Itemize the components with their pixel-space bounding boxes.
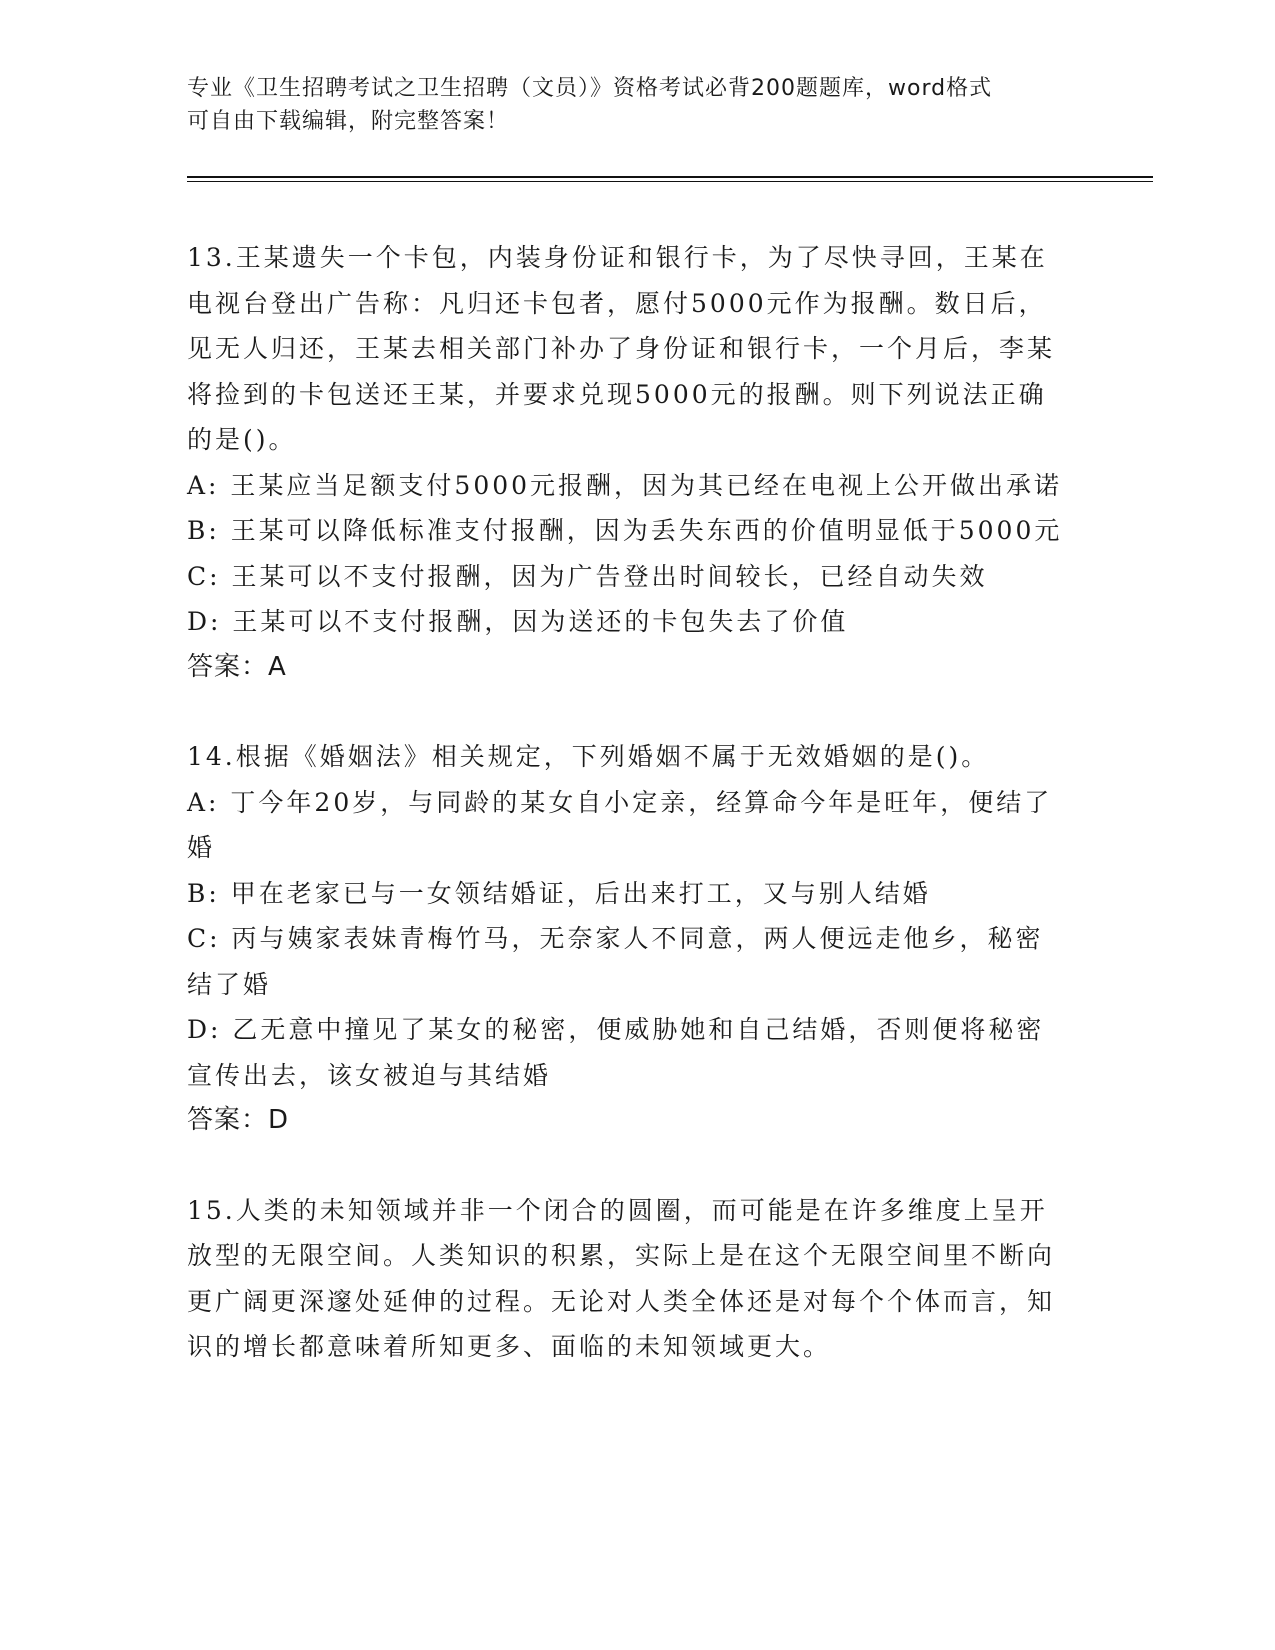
question-stem: 13.王某遗失一个卡包，内装身份证和银行卡，为了尽快寻回，王某在电视台登出广告称：凡归还卡包者，愿付5000元作为报酬。数日后，见无人归还，王某去相关部门补办了身份证和银行卡，一个月后，李某将捡到的卡包送还王某，并要求兑现5000元的报酬。则下列说法正确的是()。 [187,243,1056,454]
question-15 [187,1188,1067,1370]
header-divider-thin [187,181,1153,182]
question-stem: 14.根据《婚姻法》相关规定，下列婚姻不属于无效婚姻的是()。 [187,742,990,771]
option-b: B: 王某可以降低标准支付报酬，因为丢失东西的价值明显低于5000元 [187,516,1063,545]
header-line-1: 专业《卫生招聘考试之卫生招聘（文员）》资格考试必背200题题库，word格式 [187,76,993,101]
answer-label: 答案：D [187,1105,290,1135]
document-header [187,72,1067,138]
option-a: A: 王某应当足额支付5000元报酬，因为其已经在电视上公开做出承诺 [187,470,1063,500]
question-14 [187,734,1067,1144]
answer-label: 答案：A [187,651,287,682]
question-13 [187,235,1067,690]
header-divider-thick [187,176,1153,178]
question-stem: 15.人类的未知领域并非一个闭合的圆圈，而可能是在许多维度上呈开放型的无限空间。人类知识的积累，实际上是在这个无限空间里不断向更广阔更深邃处延伸的过程。无论对人类全体还是对每个个体而言，知识的增长都意味着所知更多、面临的未知领域更大。 [187,1195,1056,1361]
option-a: A: 丁今年20岁，与同龄的某女自小定亲，经算命今年是旺年，便结了婚 [187,787,1053,862]
questions-list [187,235,1067,1414]
option-d: D: 王某可以不支付报酬，因为送还的卡包失去了价值 [187,607,849,636]
option-b: B: 甲在老家已与一女领结婚证，后出来打工，又与别人结婚 [187,878,931,908]
option-c: C: 王某可以不支付报酬，因为广告登出时间较长，已经自动失效 [187,561,988,591]
option-c: C: 丙与姨家表妹青梅竹马，无奈家人不同意，两人便远走他乡，秘密结了婚 [187,924,1044,999]
header-line-2: 可自由下载编辑，附完整答案！ [187,109,510,134]
option-d: D: 乙无意中撞见了某女的秘密，便威胁她和自己结婚，否则便将秘密宣传出去，该女被迫与其结婚 [187,1015,1045,1090]
